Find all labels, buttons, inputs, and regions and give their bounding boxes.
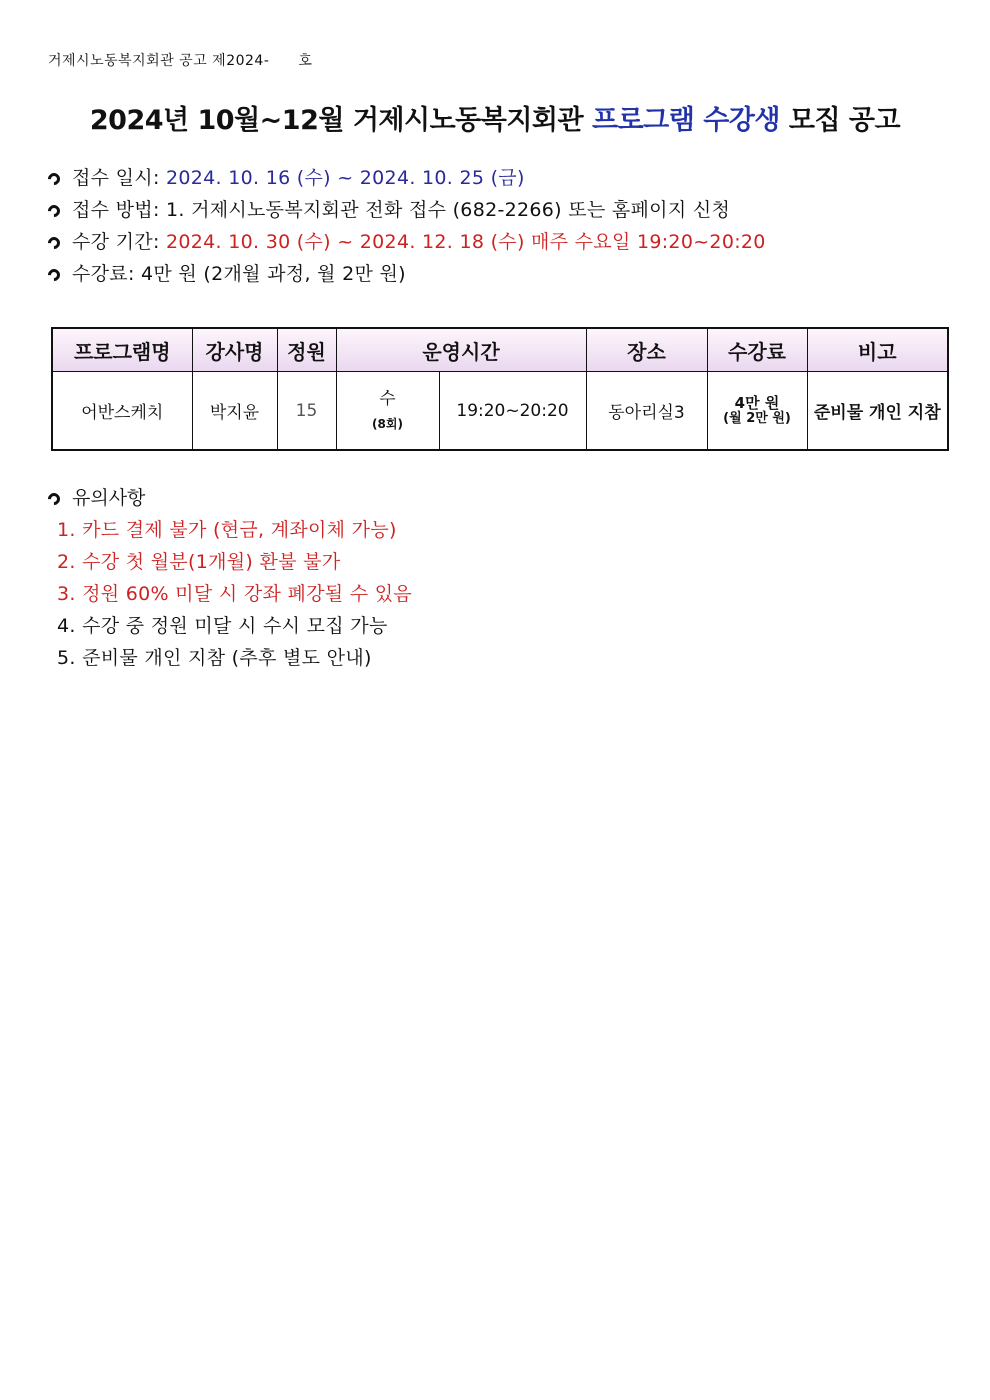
note-item: 2. 수강 첫 월분(1개월) 환불 불가 bbox=[57, 551, 341, 573]
fee-sub: (월 2만 원) bbox=[723, 410, 791, 426]
doc-number: 거제시노동복지회관 공고 제2024- 호 bbox=[48, 53, 313, 69]
cell-instructor: 박지윤 bbox=[192, 372, 277, 451]
header-program: 프로그램명 bbox=[52, 328, 192, 372]
info-row-fee bbox=[48, 262, 766, 294]
half-circle-bullet-icon bbox=[46, 491, 63, 508]
header-location: 장소 bbox=[586, 328, 707, 372]
half-circle-bullet-icon bbox=[46, 171, 63, 188]
program-table bbox=[51, 327, 949, 451]
cell-day bbox=[336, 372, 439, 451]
title-part2: 모집 공고 bbox=[779, 105, 901, 136]
info-row-course-period bbox=[48, 230, 766, 262]
header-instructor: 강사명 bbox=[192, 328, 277, 372]
info-value: 1. 거제시노동복지회관 전화 접수 (682-2266) 또는 홈페이지 신청 bbox=[166, 199, 731, 221]
info-section bbox=[48, 166, 766, 294]
half-circle-bullet-icon bbox=[46, 267, 63, 284]
header-schedule: 운영시간 bbox=[336, 328, 586, 372]
cell-fee bbox=[707, 372, 807, 451]
session-count: (8회) bbox=[372, 417, 403, 431]
title-part1: 2024년 10월~12월 거제시노동복지회관 bbox=[89, 105, 592, 136]
notes-heading-label: 유의사항 bbox=[72, 487, 146, 509]
info-value: 2024. 10. 30 (수) ~ 2024. 12. 18 (수) 매주 수요일 19:20~20:20 bbox=[166, 231, 766, 253]
info-label: 접수 방법: bbox=[72, 199, 166, 221]
table-row bbox=[52, 372, 948, 451]
notes-heading bbox=[48, 486, 412, 518]
info-label: 수강 기간: bbox=[72, 231, 166, 253]
header-fee: 수강료 bbox=[707, 328, 807, 372]
info-value: 2024. 10. 16 (수) ~ 2024. 10. 25 (금) bbox=[166, 167, 525, 189]
fee-main: 4만 원 bbox=[734, 393, 780, 412]
info-label: 수강료: bbox=[72, 263, 142, 285]
cell-time: 19:20~20:20 bbox=[439, 372, 586, 451]
title-highlight: 프로그램 수강생 bbox=[591, 105, 780, 136]
cell-capacity: 15 bbox=[277, 372, 336, 451]
note-item: 1. 카드 결제 불가 (현금, 계좌이체 가능) bbox=[57, 519, 397, 541]
info-label: 접수 일시: bbox=[72, 167, 166, 189]
notes-section bbox=[48, 486, 412, 678]
note-item: 5. 준비물 개인 지참 (추후 별도 안내) bbox=[57, 647, 372, 669]
cell-note: 준비물 개인 지참 bbox=[807, 372, 948, 451]
note-item: 3. 정원 60% 미달 시 강좌 폐강될 수 있음 bbox=[57, 583, 413, 605]
half-circle-bullet-icon bbox=[46, 235, 63, 252]
table-header-row bbox=[52, 328, 948, 372]
header-capacity: 정원 bbox=[277, 328, 336, 372]
day-label: 수 bbox=[379, 389, 396, 409]
info-row-receipt-method bbox=[48, 198, 766, 230]
half-circle-bullet-icon bbox=[46, 203, 63, 220]
cell-program: 어반스케치 bbox=[52, 372, 192, 451]
info-row-receipt-date bbox=[48, 166, 766, 198]
cell-location: 동아리실3 bbox=[586, 372, 707, 451]
header-note: 비고 bbox=[807, 328, 948, 372]
note-item: 4. 수강 중 정원 미달 시 수시 모집 가능 bbox=[57, 615, 388, 637]
page-title bbox=[0, 98, 990, 137]
info-value: 4만 원 (2개월 과정, 월 2만 원) bbox=[141, 263, 406, 285]
